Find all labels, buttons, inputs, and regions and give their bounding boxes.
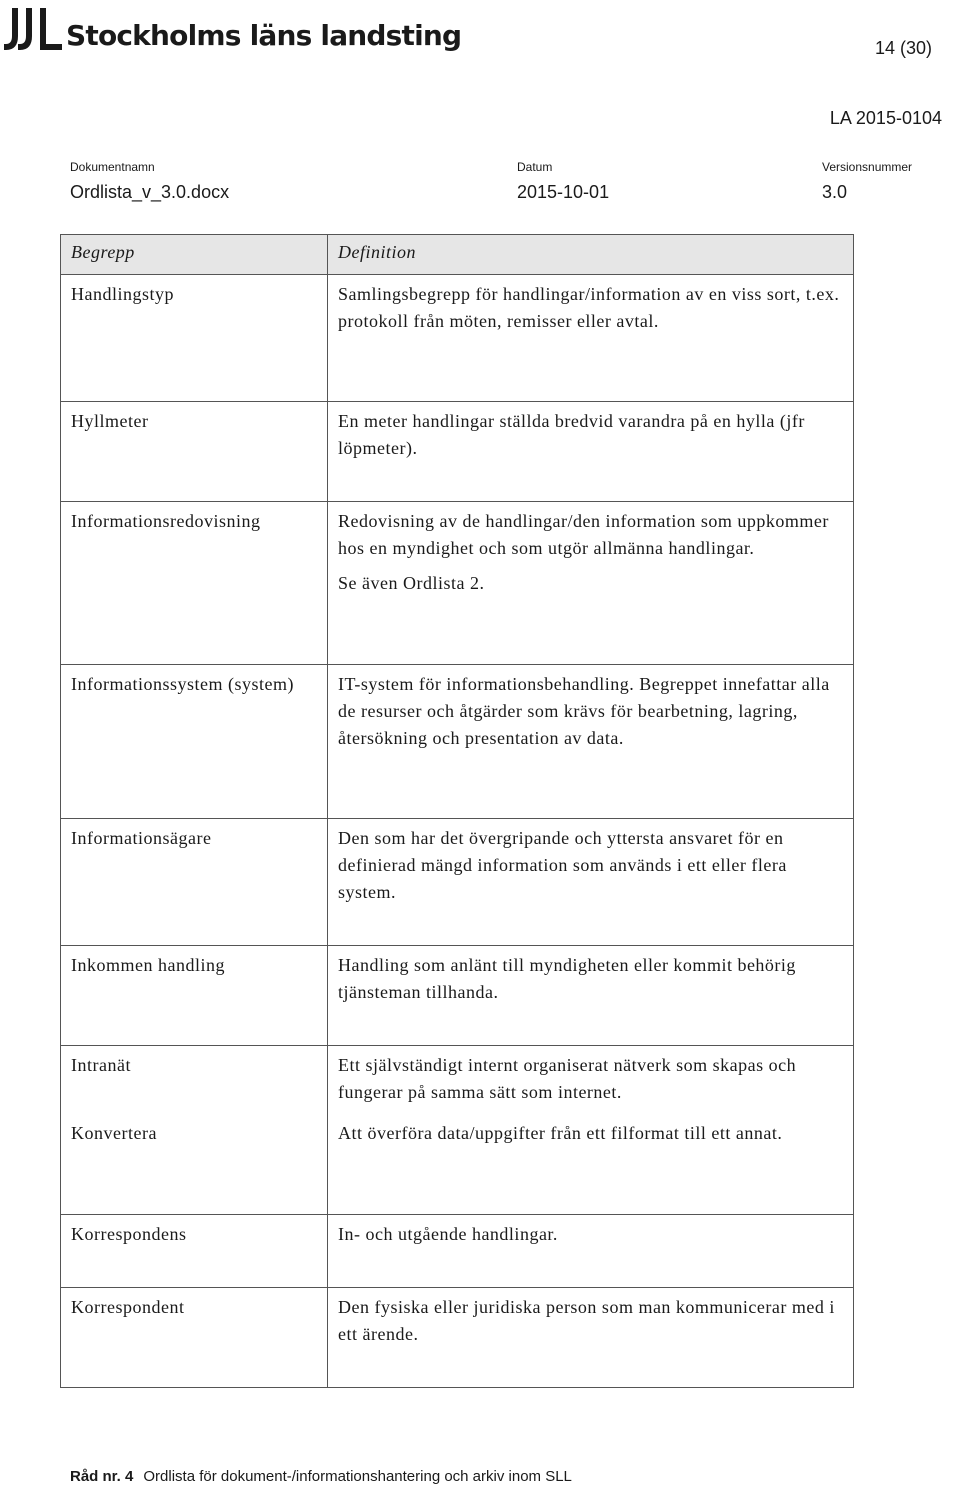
meta-version bbox=[822, 160, 912, 203]
table-row bbox=[61, 1114, 854, 1214]
page-footer bbox=[70, 1468, 572, 1485]
document-code: LA 2015-0104 bbox=[829, 108, 942, 128]
definition-text: Samlingsbegrepp för handlingar/information av en viss sort, t.ex. protokoll från möten, remisser eller avtal. bbox=[338, 284, 840, 331]
table-row bbox=[61, 665, 854, 819]
definition-text: Den fysiska eller juridiska person som man kommunicerar med i ett ärende. bbox=[338, 1296, 835, 1344]
term-cell: Inkommen handling bbox=[61, 946, 328, 1046]
meta-value: Ordlista_v_3.0.docx bbox=[70, 182, 230, 202]
table-row bbox=[61, 402, 854, 502]
term-cell: Handlingstyp bbox=[61, 275, 328, 402]
meta-document-name bbox=[70, 160, 229, 203]
table-row bbox=[61, 275, 854, 402]
meta-label: Datum bbox=[517, 160, 553, 174]
definition-text: IT-system för informationsbehandling. Begreppet innefattar alla de resurser och åtgärder som krävs för bearbetning, lagring, återsökning och presentation av data. bbox=[338, 674, 830, 748]
table-row bbox=[61, 1214, 854, 1287]
term-cell: Korrespondent bbox=[61, 1287, 328, 1387]
definition-text: Ett självständigt internt organiserat nätverk som skapas och fungerar på samma sätt som internet. bbox=[338, 1055, 797, 1102]
definition-text: In- och utgående handlingar. bbox=[338, 1223, 558, 1244]
definition-text: Handling som anlänt till myndigheten eller kommit behörig tjänsteman tillhanda. bbox=[338, 955, 796, 1002]
term-cell: Hyllmeter bbox=[61, 402, 328, 502]
meta-date bbox=[517, 160, 609, 203]
definition-cell bbox=[328, 502, 854, 665]
definition-cell bbox=[328, 946, 854, 1046]
sll-logo-icon bbox=[2, 6, 64, 54]
term-cell: Informationssystem (system) bbox=[61, 665, 328, 819]
table-header-row bbox=[61, 235, 854, 275]
definition-cell bbox=[328, 665, 854, 819]
definition-cell bbox=[328, 1046, 854, 1115]
table-row bbox=[61, 819, 854, 946]
meta-label: Versionsnummer bbox=[822, 160, 913, 174]
definition-cell bbox=[328, 819, 854, 946]
definition-text: En meter handlingar ställda bredvid varandra på en hylla (jfr löpmeter). bbox=[338, 411, 805, 458]
page-number: 14 (30) bbox=[874, 38, 932, 58]
term-cell: Korrespondens bbox=[61, 1214, 328, 1287]
glossary-table bbox=[60, 234, 854, 1388]
org-name: Stockholms läns landsting bbox=[66, 18, 462, 52]
definition-cell bbox=[328, 1114, 854, 1214]
definition-text: Att överföra data/uppgifter från ett filformat till ett annat. bbox=[338, 1123, 783, 1143]
definition-text: Den som har det övergripande och yttersta ansvaret för en definierad mängd information som används i ett eller flera system. bbox=[338, 828, 787, 902]
table-row bbox=[61, 502, 854, 665]
see-also-text: Se även Ordlista 2. bbox=[338, 573, 485, 593]
footer-series: Råd nr. 4 bbox=[70, 1468, 134, 1485]
definition-cell bbox=[328, 1214, 854, 1287]
term-cell: Konvertera bbox=[61, 1114, 328, 1214]
definition-text: Redovisning av de handlingar/den information som uppkommer hos en myndighet och som utgör allmänna handlingar. bbox=[338, 511, 829, 558]
org-logo bbox=[2, 6, 461, 54]
term-cell: Informationsredovisning bbox=[61, 502, 328, 665]
definition-cell bbox=[328, 402, 854, 502]
definition-cell bbox=[328, 275, 854, 402]
table-row bbox=[61, 1287, 854, 1387]
table-row bbox=[61, 946, 854, 1046]
table-row bbox=[61, 1046, 854, 1115]
term-cell: Informationsägare bbox=[61, 819, 328, 946]
column-header-term: Begrepp bbox=[61, 235, 328, 275]
meta-value: 2015-10-01 bbox=[517, 182, 610, 202]
definition-cell bbox=[328, 1287, 854, 1387]
footer-title: Ordlista för dokument-/informationshantering och arkiv inom SLL bbox=[143, 1468, 572, 1485]
column-header-definition: Definition bbox=[328, 235, 854, 275]
meta-value: 3.0 bbox=[822, 182, 848, 202]
term-cell: Intranät bbox=[61, 1046, 328, 1115]
meta-label: Dokumentnamn bbox=[70, 160, 155, 174]
